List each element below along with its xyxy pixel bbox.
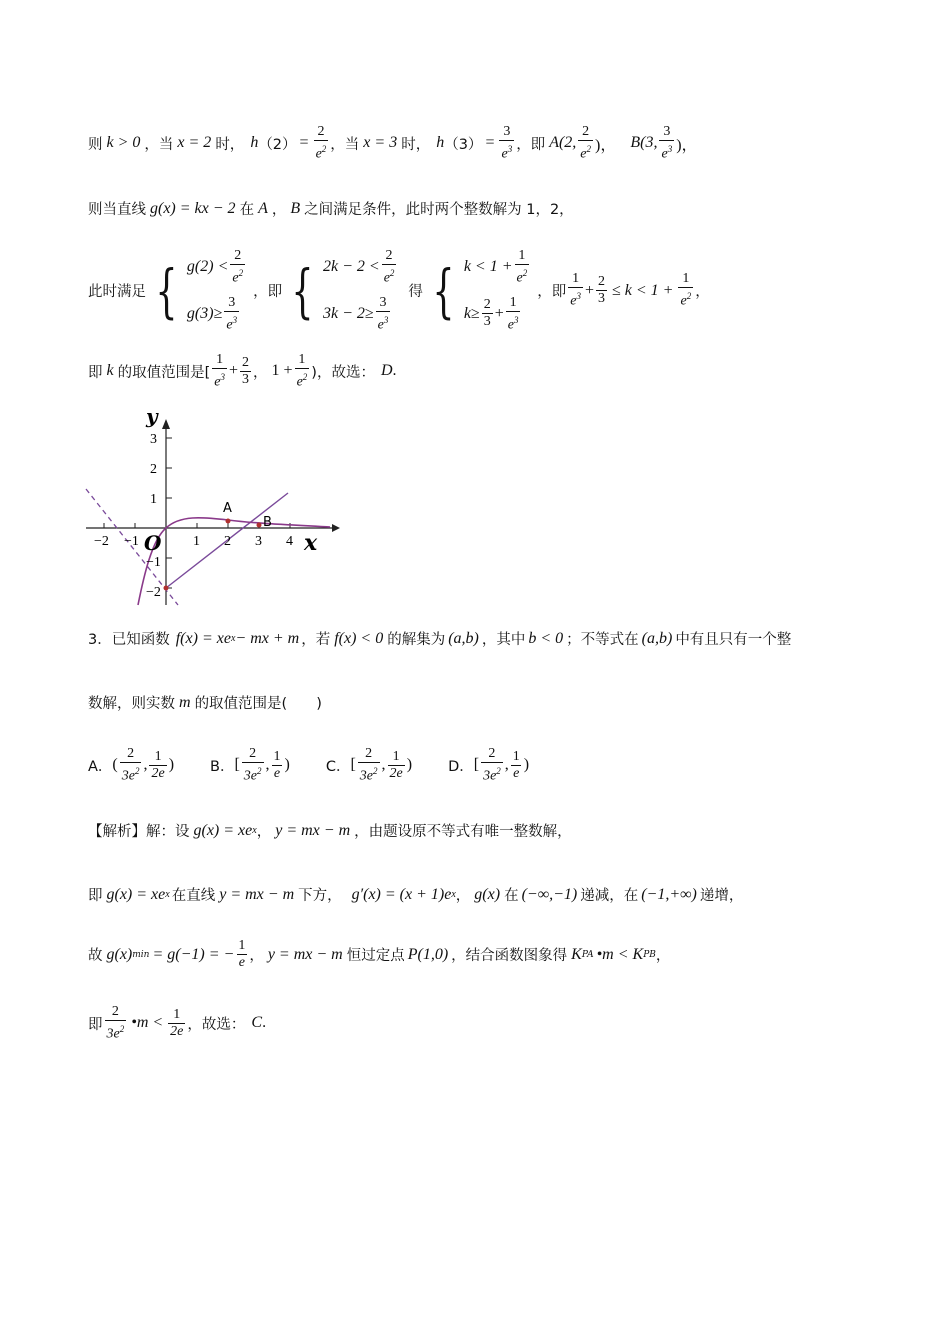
text: ；不等式在	[566, 632, 639, 648]
inequality-system-2	[284, 248, 398, 333]
text: ，	[455, 888, 471, 904]
analysis-line-1	[88, 820, 572, 841]
denominator: $e^2$	[515, 264, 530, 287]
fraction	[481, 746, 503, 785]
bracket: )	[523, 756, 530, 774]
exponent: 2	[257, 766, 262, 776]
text: ，	[271, 202, 287, 218]
solution-line-3	[88, 248, 710, 333]
denominator: $e^2$	[382, 264, 397, 287]
math: g(x) = xe	[193, 821, 253, 839]
exponent: x	[451, 889, 456, 900]
numerator: 1	[392, 748, 400, 764]
math: •m < K	[596, 945, 644, 963]
text: 数解，则实数	[88, 696, 175, 712]
numerator: 1	[509, 294, 517, 310]
denominator	[499, 140, 514, 163]
numerator: 1	[572, 271, 580, 287]
denominator: 3	[242, 371, 250, 387]
point-b-label: B	[263, 515, 272, 530]
text: ，	[695, 284, 710, 301]
math: x = 2	[177, 134, 212, 152]
exponent: 2	[389, 268, 395, 278]
text: 中有且只有一个整	[675, 632, 792, 648]
exponent: 2	[119, 1024, 125, 1034]
exponent: 3	[513, 314, 519, 325]
option-letter: A．	[88, 758, 113, 775]
text: 在直线	[171, 888, 216, 904]
option-c[interactable]	[326, 746, 412, 785]
exponent: x	[165, 889, 170, 900]
numerator: 2	[111, 1004, 119, 1019]
comma: ,	[381, 756, 386, 774]
denominator: e	[513, 765, 520, 781]
point-b-dot	[257, 523, 262, 528]
fraction	[295, 352, 310, 391]
exponent: 2	[302, 372, 308, 382]
numerator: 2	[234, 248, 242, 263]
y-tick-label: 3	[150, 432, 157, 447]
fraction	[105, 1004, 127, 1043]
plus: +	[584, 281, 594, 299]
brace: {	[291, 256, 314, 325]
text: ，即	[537, 284, 567, 301]
fraction	[120, 746, 142, 785]
denominator: $e^3$	[568, 287, 583, 310]
point-a-label: A	[223, 501, 232, 516]
fraction	[149, 749, 166, 782]
text: ，	[253, 364, 268, 381]
text: 在	[239, 202, 255, 218]
denominator: 2e	[151, 765, 165, 781]
option-d[interactable]	[448, 746, 529, 785]
math: A	[258, 199, 268, 217]
text: 【解析】解：设	[88, 824, 190, 840]
numerator: 1	[154, 748, 162, 764]
option-a[interactable]	[88, 746, 174, 785]
fraction	[515, 248, 530, 287]
y-axis-arrow	[162, 419, 170, 429]
math: P(1,0)	[407, 945, 449, 963]
math: m	[179, 693, 191, 711]
exponent: x	[230, 633, 236, 644]
text: （3）	[444, 136, 483, 153]
numerator: 1	[298, 352, 306, 367]
math: x = 3	[363, 134, 398, 152]
text: 故	[88, 948, 103, 964]
text: 时，	[215, 136, 245, 153]
fraction	[236, 938, 247, 971]
fraction	[511, 749, 522, 782]
numerator: 2	[582, 124, 590, 139]
denominator: e	[238, 955, 245, 970]
fraction	[212, 352, 227, 391]
numerator: 1	[273, 748, 281, 764]
subscript: min	[132, 949, 150, 960]
math: 2k − 2 <	[322, 258, 380, 276]
math: b < 0	[528, 629, 564, 647]
math: g(2) <	[186, 258, 229, 276]
denominator: $e^3$	[659, 140, 674, 163]
denominator: $e^3$	[506, 311, 521, 334]
numerator: 1	[518, 248, 526, 263]
solution-line-4	[88, 352, 397, 391]
bracket: )	[406, 756, 413, 774]
exponent: 2	[134, 766, 140, 776]
math: f(x) = xe	[175, 629, 231, 647]
fraction	[242, 746, 264, 785]
answer-options	[88, 746, 565, 785]
text: 此时满足	[88, 284, 146, 301]
denominator: $3e^2$	[242, 762, 264, 785]
inequality-system-1	[148, 248, 247, 333]
fraction	[596, 274, 607, 307]
text: 的解集为	[387, 632, 446, 648]
text: 下方，	[298, 888, 342, 904]
text: ，结合函数图象得	[451, 948, 568, 964]
option-b[interactable]	[210, 746, 290, 785]
math: g(x)	[474, 885, 501, 903]
numerator: 2	[597, 274, 605, 290]
text: 则当直线	[88, 202, 146, 218]
math: B	[290, 199, 301, 217]
text: ，即	[253, 284, 283, 301]
math: B(3,	[630, 134, 658, 152]
fraction	[678, 271, 693, 310]
text: ，	[655, 948, 671, 964]
math: =	[299, 134, 309, 152]
denominator	[314, 140, 329, 163]
numerator: 3	[503, 124, 511, 139]
text: 即	[88, 1016, 103, 1033]
inequality-system-3	[425, 248, 531, 333]
fraction	[314, 124, 329, 163]
exponent: 2	[496, 766, 501, 776]
y-tick-label: 1	[150, 492, 157, 507]
analysis-line-3	[88, 938, 670, 971]
y-tick-label: −2	[146, 585, 161, 600]
text: 递增，	[699, 888, 744, 904]
denominator: $e^3$	[212, 368, 227, 391]
math: (−∞,−1)	[521, 885, 578, 903]
numerator: 2	[385, 248, 393, 263]
solution-line-1	[88, 124, 698, 163]
fraction	[578, 124, 593, 163]
exponent: 3	[576, 291, 581, 302]
numerator: 1	[238, 938, 246, 953]
denominator: $3e^2$	[120, 762, 142, 785]
text: 的取值范围是[	[117, 364, 211, 381]
x-axis-label: x	[304, 530, 318, 556]
plus: +	[229, 362, 239, 380]
text: ，若	[301, 632, 331, 648]
point-a-dot	[226, 519, 231, 524]
fraction	[272, 749, 283, 782]
math: k≥	[463, 304, 480, 322]
numerator: 2	[317, 124, 325, 139]
exponent: x	[252, 825, 257, 836]
brace: {	[432, 256, 455, 325]
x-tick-label: 2	[224, 534, 231, 549]
numerator: 3	[228, 294, 236, 310]
denominator: $e^2$	[678, 287, 693, 310]
text: 3．已知函数	[88, 632, 170, 648]
math: k	[106, 362, 114, 380]
text: .	[392, 362, 397, 380]
y-tick-label: −1	[146, 555, 161, 570]
denominator: $3e^2$	[358, 762, 380, 785]
denominator-base: e	[315, 146, 322, 162]
exponent: 2	[586, 144, 592, 154]
bracket: [	[473, 756, 480, 774]
origin-label: O	[144, 531, 162, 555]
x-tick-label: 1	[193, 534, 200, 549]
analysis-line-4	[88, 1004, 266, 1043]
x-tick-label: −2	[94, 534, 109, 549]
denominator: $e^2$	[295, 368, 310, 391]
numerator: 2	[249, 746, 257, 761]
option-letter: B．	[210, 758, 235, 775]
text: 在	[504, 888, 519, 904]
text: ，当	[330, 136, 360, 153]
denominator: $e^2$	[230, 264, 245, 287]
math: •m <	[131, 1014, 164, 1032]
exponent: 3	[667, 144, 673, 154]
fraction	[482, 297, 493, 330]
denominator: $3e^2$	[481, 762, 503, 785]
text: ，当	[144, 136, 174, 153]
fraction	[506, 295, 521, 334]
math: g′(x) = (x + 1)e	[351, 885, 452, 903]
text: ，即	[516, 136, 546, 153]
subscript: PB	[643, 949, 656, 960]
text: ，	[256, 824, 272, 840]
math: 3k − 2≥	[322, 304, 374, 322]
exponent: 3	[507, 144, 513, 154]
denominator: $e^3$	[224, 311, 239, 334]
text: 即	[88, 888, 103, 904]
fraction	[499, 124, 514, 163]
math: h	[436, 134, 445, 152]
x-tick-label: 3	[255, 534, 262, 549]
exponent: 2	[238, 268, 244, 278]
numerator: 2	[483, 297, 491, 313]
text: 恒过定点	[346, 948, 405, 964]
math: D	[380, 362, 393, 380]
exponent: 3	[383, 314, 389, 325]
question-3-line-2	[88, 692, 322, 713]
x-tick-label: −1	[124, 534, 139, 549]
numerator: 2	[365, 746, 373, 761]
denominator: $e^2$	[578, 140, 593, 163]
numerator: 3	[379, 294, 387, 310]
x-tick-label: 4	[286, 534, 293, 549]
fraction	[568, 271, 583, 310]
math: K	[571, 945, 582, 963]
text: ，由题设原不等式有唯一整数解，	[354, 824, 572, 840]
math: )，	[595, 136, 617, 154]
numerator: 2	[242, 354, 250, 370]
math: k < 1 +	[463, 258, 513, 276]
text: 得	[408, 284, 423, 301]
text: ，故选：	[187, 1016, 246, 1033]
math: )，	[676, 136, 698, 154]
fraction	[224, 295, 239, 334]
math: A(2,	[549, 134, 577, 152]
analysis-line-2	[88, 884, 743, 905]
math: g(x)	[106, 945, 133, 963]
comma: ,	[265, 756, 270, 774]
math: g(x) = kx − 2	[150, 199, 236, 217]
text: ，其中	[481, 632, 526, 648]
fraction	[388, 749, 405, 782]
math: =	[485, 134, 495, 152]
fraction	[168, 1007, 185, 1040]
y-tick-label: 2	[150, 462, 157, 477]
exponent: 3	[220, 372, 225, 382]
math: y = mx − m	[267, 945, 343, 963]
fraction	[382, 248, 397, 287]
denominator: $3e^2$	[105, 1020, 127, 1043]
comma: ,	[504, 756, 509, 774]
bracket: [	[350, 756, 356, 774]
text: .	[262, 1014, 267, 1032]
bracket: (	[112, 756, 118, 774]
math: C	[251, 1014, 263, 1032]
text: 的取值范围是( )	[194, 696, 322, 712]
fraction	[240, 355, 251, 388]
math: y = mx − m	[219, 885, 295, 903]
text: 即	[88, 364, 103, 381]
exponent: 2	[522, 268, 528, 278]
solution-line-2	[88, 198, 574, 219]
numerator: 3	[663, 124, 671, 139]
exponent: 2	[373, 766, 378, 776]
denominator: $e^3$	[376, 311, 391, 334]
text: ，	[249, 948, 264, 964]
brace: {	[155, 256, 178, 325]
numerator: 1	[682, 271, 690, 287]
math: (a,b)	[448, 629, 479, 647]
text: 递减，在	[580, 888, 639, 904]
math: k > 0	[106, 134, 141, 152]
math: (a,b)	[641, 629, 673, 647]
numerator: 1	[512, 748, 520, 764]
math: ≤ k < 1 +	[611, 281, 674, 299]
fraction	[358, 746, 380, 785]
denominator: 3	[597, 291, 605, 307]
question-3-line-1	[88, 628, 791, 649]
exponent: 2	[321, 144, 327, 154]
denominator: 3	[483, 314, 491, 330]
text: 时，	[401, 136, 431, 153]
math: f(x) < 0	[334, 629, 384, 647]
math: (−1,+∞)	[641, 885, 697, 903]
text: （2）	[258, 136, 297, 153]
math: y = mx − m	[275, 821, 351, 839]
exponent: 2	[686, 291, 692, 302]
plus: +	[494, 304, 504, 322]
bracket: )	[284, 756, 290, 774]
numerator: 1	[216, 352, 224, 367]
numerator: 1	[173, 1006, 181, 1022]
math: 1 +	[271, 362, 293, 380]
point-y-intercept	[164, 586, 169, 591]
subscript: PA	[581, 949, 594, 960]
option-letter: D．	[448, 758, 474, 775]
comma: ,	[143, 756, 148, 774]
y-axis-label: y	[146, 405, 158, 428]
text: 之间满足条件，此时两个整数解为 1，2，	[304, 202, 574, 218]
math: = g(−1) = −	[152, 945, 235, 963]
math: h	[250, 134, 259, 152]
math: g(3)≥	[186, 304, 223, 322]
fraction	[659, 124, 674, 163]
denominator: 2e	[170, 1023, 184, 1039]
denominator: e	[273, 765, 281, 781]
denominator: 2e	[389, 765, 403, 781]
x-axis-arrow	[332, 524, 340, 532]
numerator: 2	[127, 746, 135, 761]
exponent: 3	[232, 314, 238, 325]
text: 则	[88, 136, 103, 153]
math: − mx + m	[235, 629, 300, 647]
text: )，故选：	[311, 364, 375, 381]
function-graph	[82, 405, 342, 610]
fraction	[230, 248, 245, 287]
numerator: 2	[488, 746, 496, 761]
option-letter: C．	[325, 758, 351, 775]
bracket: )	[168, 756, 175, 774]
denominator-base: e	[501, 146, 508, 162]
bracket: [	[234, 756, 240, 774]
fraction	[376, 295, 391, 334]
math: g(x) = xe	[106, 885, 166, 903]
